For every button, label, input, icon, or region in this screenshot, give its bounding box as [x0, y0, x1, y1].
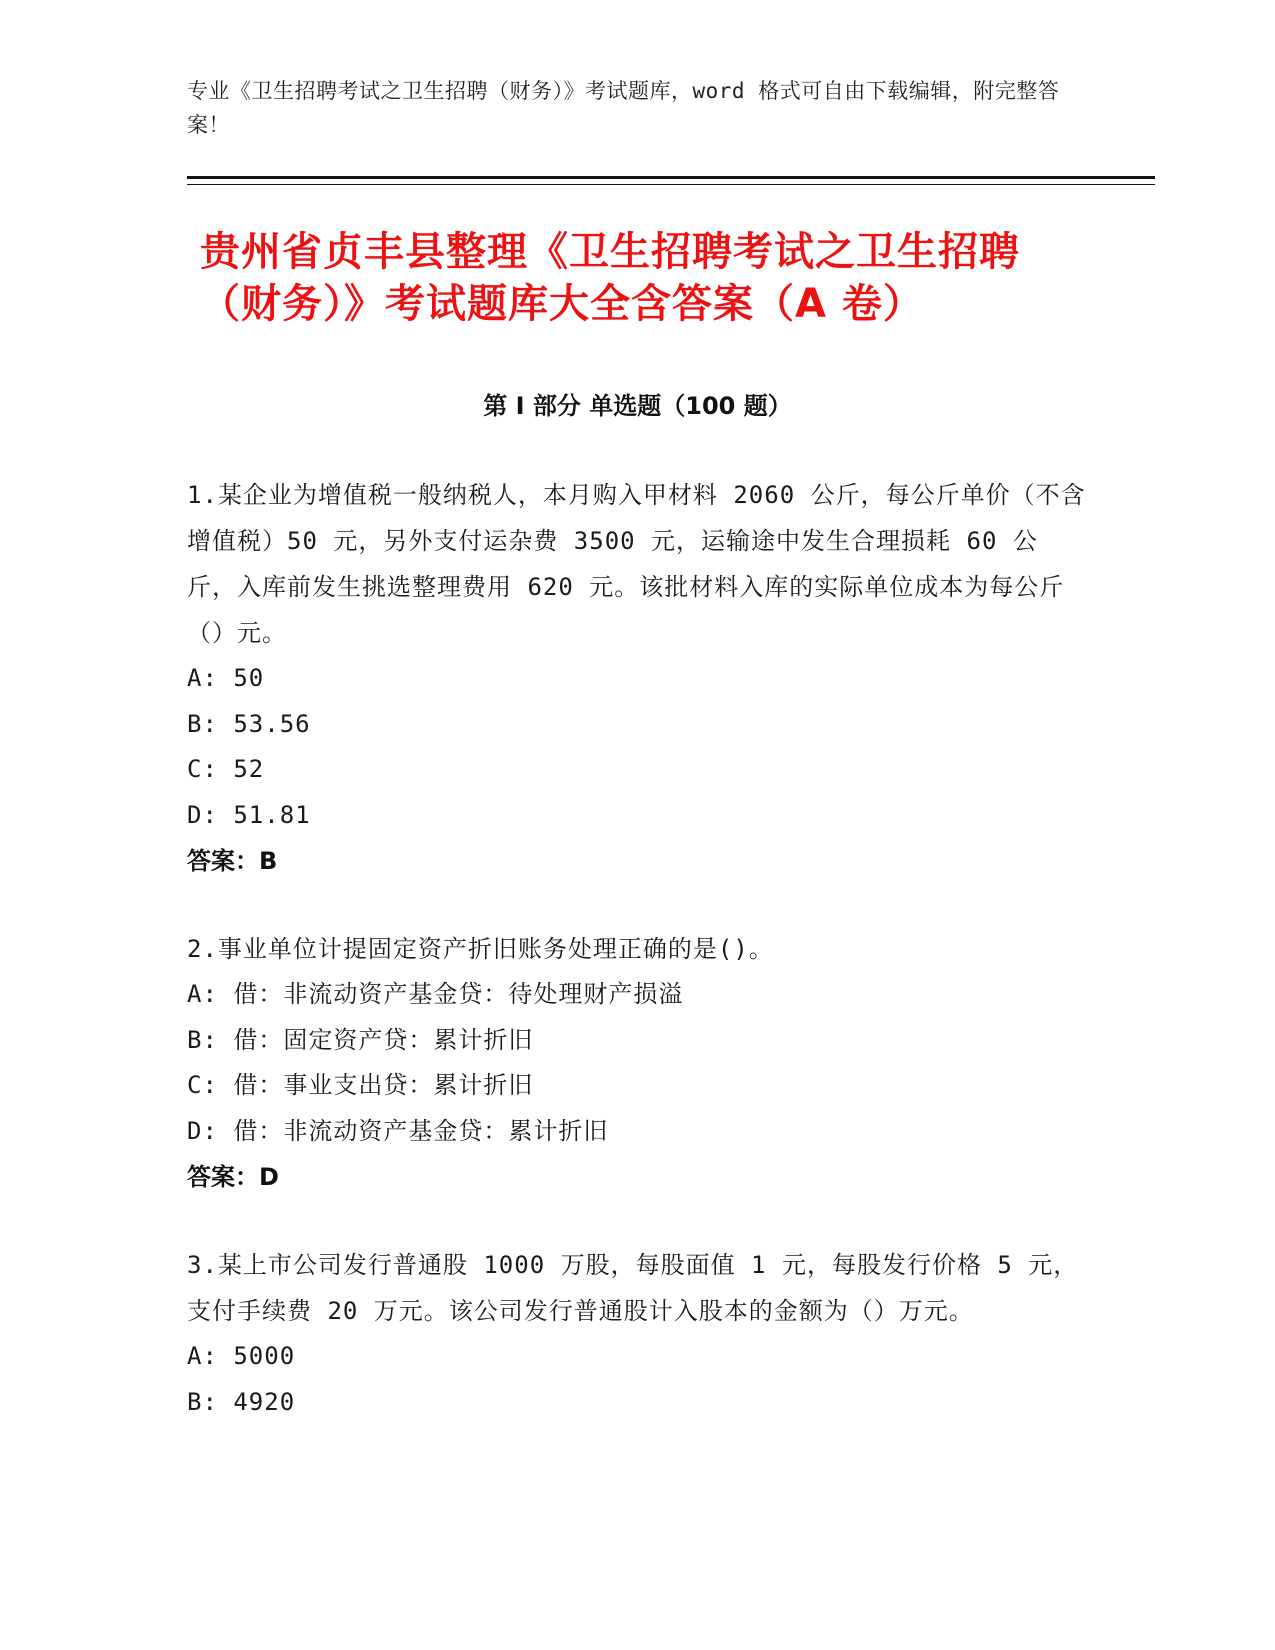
- option-a: A: 5000: [187, 1342, 296, 1370]
- header-note: 专业《卫生招聘考试之卫生招聘（财务）》考试题库，word 格式可自由下载编辑，附完整答案！: [187, 79, 1060, 137]
- option-b: B: 借：固定资产贷：累计折旧: [187, 1025, 534, 1054]
- answer: 答案：D: [187, 1163, 279, 1191]
- section-title: 第 I 部分 单选题（100 题）: [483, 392, 792, 420]
- question-stem: 1.某企业为增值税一般纳税人，本月购入甲材料 2060 公斤，每公斤单价（不含增值税）50 元，另外支付运杂费 3500 元，运输途中发生合理损耗 60 公斤，入库前发生挑选整理费用 620 元。该批材料入库的实际单位成本为每公斤（）元。: [187, 481, 1086, 647]
- question-2: [187, 926, 1087, 1200]
- option-a: A: 50: [187, 664, 265, 692]
- question-3: [187, 1242, 1087, 1425]
- question-stem: 2.事业单位计提固定资产折旧账务处理正确的是()。: [187, 935, 774, 963]
- option-b: B: 4920: [187, 1387, 296, 1416]
- option-c: C: 52: [187, 755, 265, 783]
- answer: 答案：B: [187, 847, 278, 875]
- option-c: C: 借：事业支出贷：累计折旧: [187, 1071, 534, 1099]
- option-a: A: 借：非流动资产基金贷：待处理财产损溢: [187, 980, 684, 1008]
- option-d: D: 借：非流动资产基金贷：累计折旧: [187, 1116, 609, 1145]
- option-b: B: 53.56: [187, 709, 311, 738]
- header-rule-thick: [187, 176, 1155, 179]
- document-title: 贵州省贞丰县整理《卫生招聘考试之卫生招聘（财务）》考试题库大全含答案（A 卷）: [200, 229, 1020, 327]
- option-d: D: 51.81: [187, 800, 311, 829]
- header-rule-thin: [187, 184, 1155, 185]
- question-stem: 3.某上市公司发行普通股 1000 万股，每股面值 1 元，每股发行价格 5 元，支付手续费 20 万元。该公司发行普通股计入股本的金额为（）万元。: [187, 1251, 1079, 1325]
- question-1: [187, 472, 1087, 884]
- question-list: [187, 472, 1087, 1425]
